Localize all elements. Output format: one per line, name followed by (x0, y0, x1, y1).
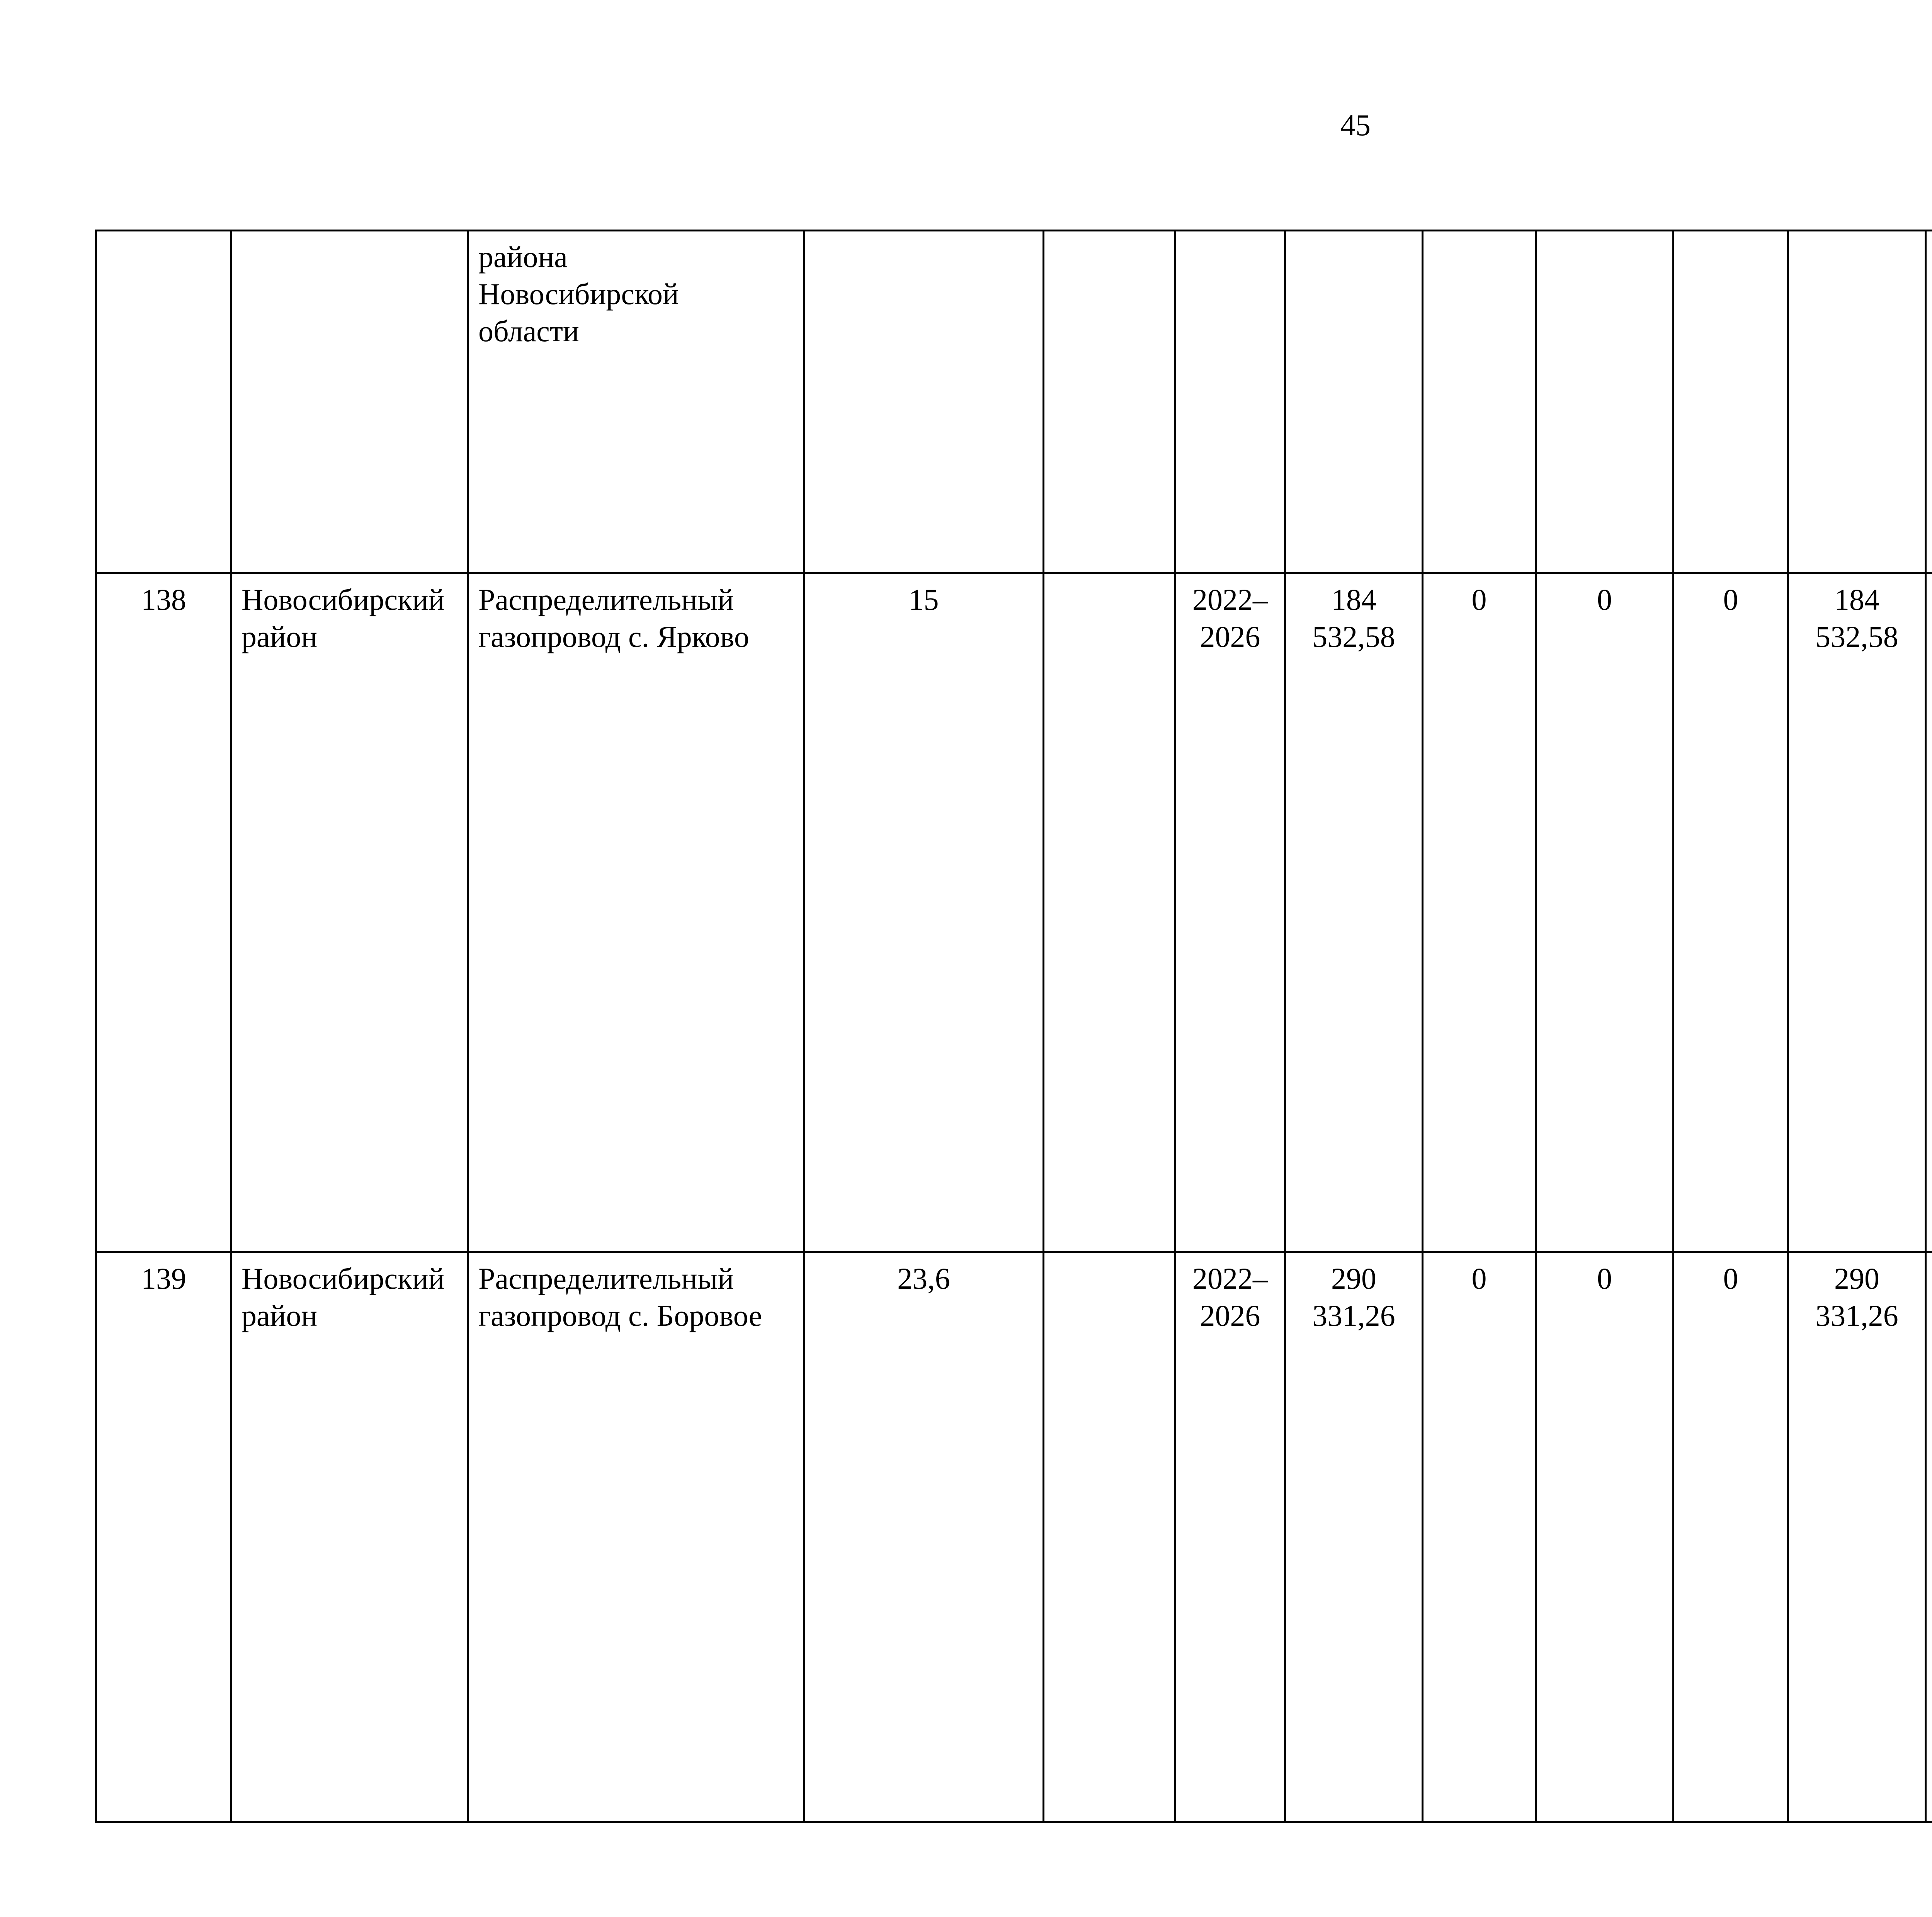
cell-value-4 (1788, 231, 1926, 573)
cell-line: области (478, 314, 579, 348)
cell-organization (1926, 1252, 1932, 1822)
cell-empty (1044, 573, 1175, 1252)
cell-total-cost (1285, 573, 1423, 1252)
cell-object (468, 573, 804, 1252)
cell-line: 184 (1331, 583, 1376, 616)
cell-line: 532,58 (1815, 620, 1898, 653)
cell-line: район (242, 1299, 318, 1332)
cell-line: Распределительный (478, 1262, 734, 1295)
cell-number: 139 (96, 1252, 231, 1822)
cell-number (96, 231, 231, 573)
cell-line: 290 (1834, 1262, 1879, 1295)
cell-value-3 (1673, 231, 1788, 573)
table-row (96, 1252, 1932, 1822)
gasification-table (95, 230, 1932, 1823)
cell-district (231, 1252, 468, 1822)
cell-total-cost (1285, 1252, 1423, 1822)
cell-years (1175, 573, 1285, 1252)
cell-number: 138 (96, 573, 231, 1252)
cell-value-1: 0 (1423, 573, 1536, 1252)
table-row (96, 231, 1932, 573)
cell-organization (1926, 231, 1932, 573)
cell-years (1175, 1252, 1285, 1822)
cell-line: 2022– (1192, 583, 1268, 616)
cell-line: 2026 (1200, 1299, 1260, 1332)
cell-line: Распределительный (478, 583, 734, 616)
cell-line: района (478, 240, 568, 274)
cell-line: Новосибирской (478, 277, 679, 311)
cell-line: газопровод с. Ярково (478, 620, 749, 653)
cell-length (804, 231, 1044, 573)
cell-line: 331,26 (1312, 1299, 1395, 1332)
cell-line: газопровод с. Боровое (478, 1299, 762, 1332)
cell-value-2: 0 (1536, 1252, 1673, 1822)
cell-object (468, 1252, 804, 1822)
cell-line: 532,58 (1312, 620, 1395, 653)
cell-district (231, 573, 468, 1252)
cell-line: район (242, 620, 318, 653)
cell-line: 184 (1834, 583, 1879, 616)
cell-line: 290 (1331, 1262, 1376, 1295)
cell-line: 2026 (1200, 620, 1260, 653)
cell-value-1: 0 (1423, 1252, 1536, 1822)
table-row (96, 573, 1932, 1252)
cell-line: Новосибирский (242, 1262, 445, 1295)
cell-value-1 (1423, 231, 1536, 573)
cell-value-4 (1788, 1252, 1926, 1822)
cell-line: 331,26 (1815, 1299, 1898, 1332)
cell-line: 2022– (1192, 1262, 1268, 1295)
cell-value-2: 0 (1536, 573, 1673, 1252)
cell-empty (1044, 1252, 1175, 1822)
cell-organization (1926, 573, 1932, 1252)
cell-value-3: 0 (1673, 573, 1788, 1252)
cell-length: 15 (804, 573, 1044, 1252)
cell-line: Новосибирский (242, 583, 445, 616)
cell-value-4 (1788, 573, 1926, 1252)
cell-years (1175, 231, 1285, 573)
cell-object (468, 231, 804, 573)
cell-value-3: 0 (1673, 1252, 1788, 1822)
page-number: 45 (1340, 108, 1371, 142)
cell-length: 23,6 (804, 1252, 1044, 1822)
cell-district (231, 231, 468, 573)
cell-total-cost (1285, 231, 1423, 573)
cell-value-2 (1536, 231, 1673, 573)
cell-empty (1044, 231, 1175, 573)
